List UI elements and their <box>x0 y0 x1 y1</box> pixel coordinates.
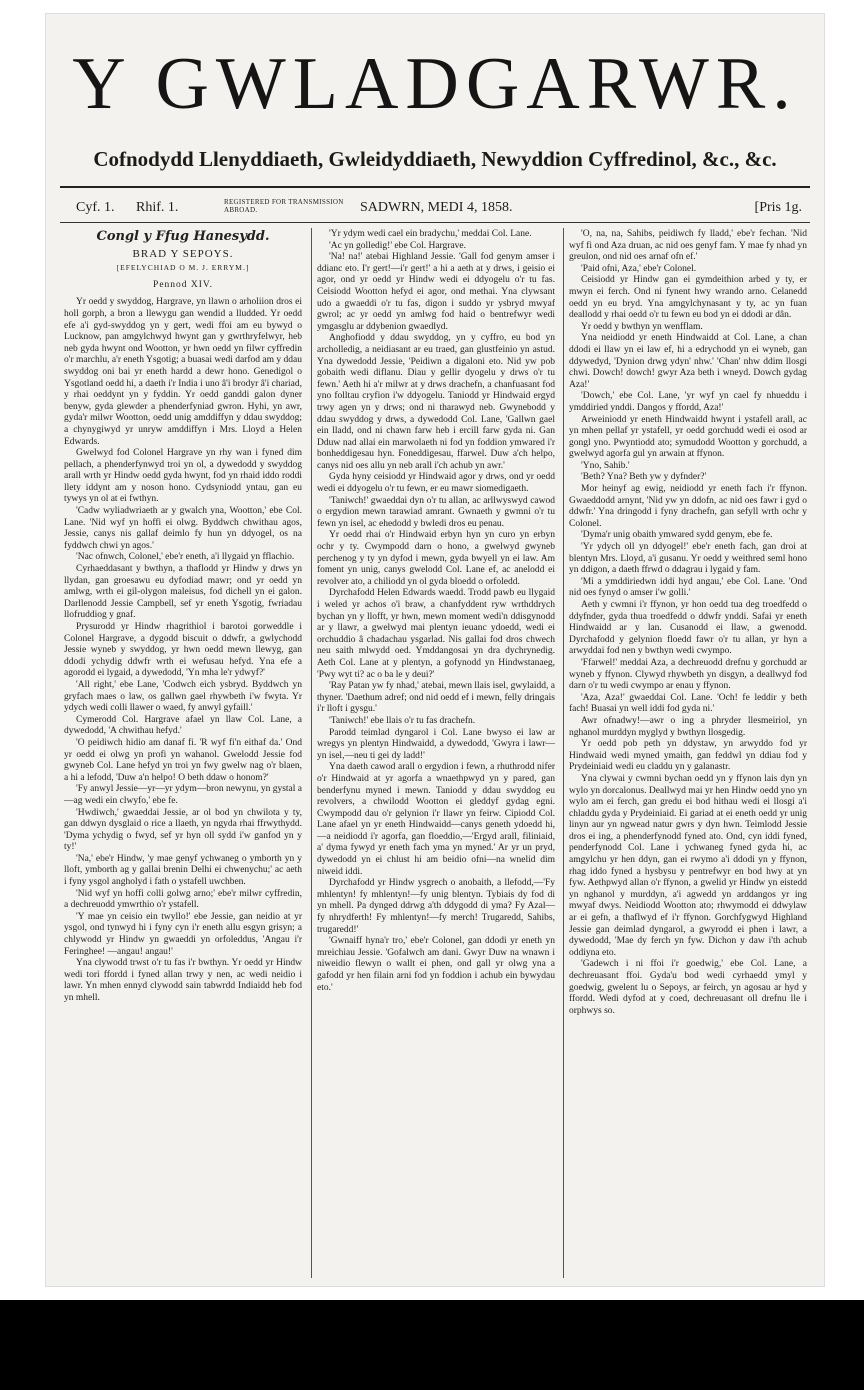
column-1-body <box>64 297 302 1004</box>
paragraph: 'Taniwch!' gwaeddai dyn o'r tu allan, ac arllwyswyd cawod o ergydion mewn tarawiad amrant. Gwnaeth y gwmni o'r tu fewn yn isel, ac ehedodd y bwledi dros eu penau. <box>317 495 555 529</box>
issue-info-bar <box>60 194 810 224</box>
paragraph: 'Aza, Aza!' gwaeddai Col. Lane. 'Och! fe leddir y beth fach! Buasai yn well iddi fod gyda ni.' <box>569 692 807 715</box>
column-3 <box>569 229 807 1269</box>
column-divider <box>311 228 312 1278</box>
column-2-body <box>317 229 555 994</box>
paragraph: 'Yr ydych oll yn ddyogel!' ebe'r eneth fach, gan droi at blentyn Mrs. Lloyd, a'i gusanu. Yr oedd y weithred seml hono yn ddigon, a daeth ffrwd o ddagrau i lygaid y fam. <box>569 542 807 576</box>
issue-number: Rhif. 1. <box>136 200 179 215</box>
paragraph: 'Na! na!' atebai Highland Jessie. 'Gall fod genym amser i ddianc eto. I'r gert!—i'r gert!' a hi a aeth at y drws, i geisio ei agor, ond yr oedd yr Hindw wedi ei ddyogelu o'r tu fas. Ceisiodd Wootton hefyd ei agor, ond methai. Yna clywsant udo a gwaeddi o'r tu fas, digon i suddo yr ysbryd mwyaf gwrol; ac yr oedd yn amlwg fod haid o bentrefwyr wedi ymgasglu ar ddybenion gwaedlyd. <box>317 252 555 332</box>
paragraph: Arweiniodd yr eneth Hindwaidd hwynt i ystafell arall, ac yn mhen pellaf yr ystafell, yr oedd gorchudd wedi ei osod ar gongl yno. Pwyntiodd ato; symudodd Wootton y gorchudd, a gwelwyd agorfa gul yn arwain at ffynon. <box>569 414 807 460</box>
paragraph: 'Yr ydym wedi cael ein bradychu,' meddai Col. Lane. <box>329 229 532 239</box>
footer-band <box>0 1300 864 1390</box>
paragraph: Yna clywai y cwmni bychan oedd yn y ffynon lais dyn yn wylo yn dorcalonus. Deallwyd mai yr hen Hindw oedd yno yn wylo am ei ferch, gan gredu ei bod hithau wedi ei llosgi a'i chladdu gyda y Prydeiniaid. Ei gariad at ei eneth oedd yr unig linyn aur yn ngwead natur gwrs y dyn hwn. Teimlodd Jessie dros ei ing, a phenderfynodd fyned ato. Ond, cyn iddi fyned, penderfynodd Col. Lane i ychwaneg fyned gyda hi, ac amgylchu yr hen ddyn, gan ei rwymo a'i ddodi yn y ffynon, rhag iddo fyned a hysbysu y pentrefwyr en bod hwy at yn fyw. Aethpwyd allan o'r ffynon, a gwelid yr Hindw yn eistedd yn nghanol y murddyn, a'i agwedd yn arddangos yr ing mwyaf dwys. Neidiodd Wootton ato; rhwymodd ei ddwylaw ar ei gefn, a thaflwyd ef i'r ffynon. Gorchfygwyd Highland Jessie gan deimlad dyngarol, a gwyrodd ei phen i lawr, a dywedodd, 'Mae dy ferch yn fyw. Dichon y daw i'th achub oddiyna eto. <box>569 773 807 958</box>
bottom-rule <box>60 222 810 223</box>
issue-date: SADWRN, MEDI 4, 1858. <box>360 200 513 215</box>
paragraph: Ceisiodd yr Hindw gan ei gymdeithion arbed y ty, er mwyn ei ferch. Ond ni fynent hwy wrando arno. Celanedd oedd yn eu bryd. Yna amgylchynasant y ty, ac yn fuan deallodd y rhai oedd o'r tu fewn eu bod yn ei ddodi ar dân. <box>569 275 807 321</box>
paragraph: Yna clywodd trwst o'r tu fas i'r bwthyn. Yr oedd yr Hindw wedi tori ffordd i fyned allan trwy y nen, ac wedi neidio i lawr. Yn mhen ennyd clywodd sain tabwrdd Indiaidd heb fod yn mhell. <box>64 958 302 1003</box>
paragraph: 'Fy anwyl Jessie—yr—yr ydym—bron newynu, yn gystal a—ag wedi ein clwyfo,' ebe fe. <box>64 784 302 806</box>
paragraph: 'Gadewch i ni ffoi i'r goedwig,' ebe Col. Lane, a dechreuasant ffoi. Gyda'u bod wedi cyrhaedd ymyl y goedwig, gwelent lu o Sepoys, ar feirch, yn agosau ar hyd y ffordd. Wedi dyfod at y coed, dechreuasant oll drefnu lle i orphwys so. <box>569 959 807 1016</box>
paragraph: 'O, na, na, Sahibs, peidiwch fy lladd,' ebe'r fechan. 'Nid wyf fi ond Aza druan, ac nid oes genyf fam. Y mae fy nhad yn greulon, ond nid oes arnaf ofn ef.' <box>569 229 807 263</box>
paragraph: 'Dowch,' ebe Col. Lane, 'yr wyf yn cael fy nhueddu i ymddiried ynddi. Dangos y ffordd, Aza!' <box>569 391 807 413</box>
paragraph: 'Na,' ebe'r Hindw, 'y mae genyf ychwaneg o ymborth yn y lloft, ymborth ag y gallai brenin Delhi ei chwenychu;' ac aeth i fyny ysgol angholyd i fath o ystafell uwchben. <box>64 853 302 888</box>
paragraph: Dyrchafodd Helen Edwards waedd. Trodd pawb eu llygaid i weled yr achos o'i braw, a chanfyddent ryw wrthddrych bychan yn y llofft, yr hwn, mewn moment wedi'n ddisgynodd ar y llawr, a gwelwyd mai plentyn ieuanc ydoedd, wedi ei orchuddio â chadachau ysgarlad. Nis gallai fod dros chwech neu saith mlwydd oed. Ymddangosai yn dra dychrynedig. Aeth Col. Lane at y plentyn, a gofynodd yn Hindwstanaeg, 'Pwy wyt ti? ac o ba le y deui?' <box>317 588 555 680</box>
paragraph: 'Beth? Yna? Beth yw y dyfnder?' <box>581 472 707 483</box>
paragraph: 'Nid wyf yn hoffi colli golwg arno;' ebe'r milwr cyffredin, a dechreuodd ymwrthio o'r ystafell. <box>64 888 302 911</box>
paragraph: Yna daeth cawod arall o ergydion i fewn, a rhuthrodd nifer o'r Hindwaid at yr agorfa a wnaethpwyd yn y pared, gan benderfynu myned i mewn. Taniodd y ddau swyddog eu revolvers, a chwilodd Wootton ei gleddyf gydag egni. Cwympodd dau o'r gelynion i'r llawr yn feirw. Cipiodd Col. Lane afael yn yr eneth Hindwaidd—canys geneth ydoedd hi,—a neidiodd i'r agorfa, gan floeddio,—'Ergyd arall, filiniaid, a' dyma fywyd yr eneth fach yma yn myned.' Ar yr un pryd, dywedodd yn ei chlust hi am beidio ofni—na wnelid dim niweid iddi. <box>317 762 555 877</box>
paragraph: Gyda hyny ceisiodd yr Hindwaid agor y drws, ond yr oedd wedi ei ddyogelu o'r tu fewn, er eu mawr siomedigaeth. <box>317 472 555 495</box>
newspaper-page <box>46 14 824 1286</box>
paragraph: Gwelwyd fod Colonel Hargrave yn rhy wan i fyned dim pellach, a phenderfynwyd troi yn ol, a dywedodd y swyddog arall wrth yr Hindw oedd gyda hwynt, fod yn rhaid iddo roddi llety iddynt am y noson hono. Cydsyniodd yntau, gan eu tywys yn ol at ei fwthyn. <box>64 448 302 505</box>
volume-label: Cyf. 1. <box>76 200 115 215</box>
paragraph: Yr oedd rhai o'r Hindwaid erbyn hyn yn curo yn erbyn ochr y ty. Cwympodd darn o hono, a gwelwyd gwyneb perchenog y ty yn dyfod i mewn, gyda bwyell yn ei law. Am foment yn unig, canys gwelodd Col. Lane ef, ac anelodd ei revolver ato, a chiliodd yn ol gyda bloedd o orfoledd. <box>317 530 555 587</box>
section-title: Congl y Ffug Hanesydd. <box>96 229 270 244</box>
paragraph: 'O peidiwch hidio am danaf fi. 'R wyf fi'n eithaf da.' Ond yr oedd ei olwg yn profi yn wahanol. Gwelodd Jessie fod gwyneb Col. Lane hefyd yn troi yn fwy gwelw nag o'r blaen, a hi a lefodd, 'Duw a'n helpo! O beth ddaw o honom?' <box>64 737 302 783</box>
paragraph: Yr oedd y swyddog, Hargrave, yn llawn o arholiion dros ei holl gorph, a bron a llewygu gan wendid a lludded. Yr oedd efe a'i gyd-swyddog yn y gert, wedi ffoi am eu bywyd o Lucknow, pan amgylchwyd hwynt gan y gwrthryfelwyr, heb neb gyda hwynt ond Wootton, yr hwn oedd yn filwr cyffredin o'r marchlu, a'r eneth Ysgotig; a buasai wedi darfod am y ddau swyddog oni bai yr eneth hardd a dewr hono. Genedigol o Ysgotland oedd hi, a daeth i'r India i uno â'i brodyr â'i chariad, y rhai oeddynt yn y fyddin. Yr oedd ganddi galon dyner benyw, gyda glewder a phenderfyniad gwron. Hyhi, yn awr, gyda'r milwr Wootton, oedd unig amddiffyn y ddau swyddog; a chynygiwyd yr unryw amddiffyn i Mrs. Lloyd a Helen Edwards. <box>64 297 302 447</box>
paragraph: 'Dyma'r unig obaith ymwared sydd genym, ebe fe. <box>581 530 773 541</box>
column-1 <box>64 229 302 1269</box>
paragraph: Dyrchafodd yr Hindw ysgrech o anobaith, a llefodd,—'Fy mhlentyn! fy mhlentyn!—fy unig blentyn. Tybiais dy fod di yn mhell. Pa dynged ddrwg a'th ddygodd di yma? Fy Azal—fy nhrydferth! Fy mhlentyn!—fy merch! Trugaredd, Sahibs, trugaredd!' <box>317 878 555 935</box>
paragraph: Yna neidiodd yr eneth Hindwaidd at Col. Lane, a chan ddodi ei llaw yn ei law ef, hi a edrychodd yn ei wyneb, gan ddywedyd, 'Dynion drwg ydyn' nhw.' 'Chan' nhw ddim llosgi chwi. Dowch! dowch! gwyr Aza beth i wneyd. Dowch gydag Aza!' <box>569 333 807 390</box>
paragraph: 'Gwnaiff hyna'r tro,' ebe'r Colonel, gan ddodi yr eneth yn mreichiau Jessie. 'Gofalwch am dani. Gwyr Duw na wnawn i niweidio flewyn o wallt ei phen, ond gall yr olwg yna a gafodd yr hen filain arni fod yn foddion i achub ein bywydau eto.' <box>317 936 555 993</box>
registered-notice: REGISTERED FOR TRANSMISSION ABROAD. <box>224 198 344 214</box>
paragraph: Prysurodd yr Hindw rhagrithiol i barotoi gorweddle i Colonel Hargrave, a dygodd biscuit o ddwfr, a gwlychodd Jessie wyneb y swyddog, yr hwn oedd mewn llewyg, gan ddodi ychydig ddwfr wrth ei wefusau hefyd. Yna efe a agorodd ei lygaid, a dywedodd, 'Yn mha le'r ydwyf?' <box>64 622 302 679</box>
price-label: [Pris 1g. <box>754 200 802 215</box>
paragraph: 'Nac ofnwch, Colonel,' ebe'r eneth, a'i llygaid yn fflachio. <box>76 552 295 563</box>
chapter-heading: Pennod XIV. <box>153 279 213 290</box>
paragraph: 'Ray Patan yw fy nhad,' atebai, mewn llais isel, gwylaidd, a thyner. 'Daethum adref; ond nid oedd ef i mewn, felly dringais i'r lloft i gysgu.' <box>317 681 555 715</box>
paragraph: 'Taniwch!' ebe llais o'r tu fas drachefn. <box>329 715 476 726</box>
paragraph: Awr ofnadwy!—awr o ing a phryder llesmeiriol, yn nghanol murddyn myglyd y bwthyn llosgedig. <box>569 715 807 738</box>
paragraph: 'Ffarwel!' meddai Aza, a dechreuodd drefnu y gorchudd ar wyneb y ffynon. Clywyd rhywbeth yn disgyn, a deallwyd fod darn o'r tu wedi cwympo ar enau y ffynon. <box>569 657 807 692</box>
paragraph: 'Paid ofni, Aza,' ebe'r Colonel. <box>581 263 697 274</box>
paragraph: Cymerodd Col. Hargrave afael yn llaw Col. Lane, a dywedodd, 'A chwithau hefyd.' <box>64 714 302 737</box>
paragraph: 'Cadw wyliadwriaeth ar y gwalch yna, Wootton,' ebe Col. Lane. 'Nid wyf yn hoffi ei olwg. Byddwch chwithau agos, Jessie, canys nis gallaf deimlo fy hun yn ddyogel, os na fyddwch chwi yn agos.' <box>64 506 302 551</box>
column-3-body <box>569 229 807 1017</box>
paragraph: 'Hwdiwch,' gwaeddai Jessie, ar ol bod yn chwilota y ty, gan ddwyn dysglaid o rice a llaeth, yn ngyda rhai ffrwythydd. 'Dyma ychydig o fwyd, sef yr hyn oll sydd i'w ganfod yn y ty!' <box>64 807 302 853</box>
column-2 <box>317 229 555 1269</box>
column-divider <box>563 228 564 1278</box>
paragraph: Aeth y cwmni i'r ffynon, yr hon oedd tua deg troedfedd o ddyfnder, gyda thua troedfedd o ddwfr ynddi. Safai yr eneth Hindwaidd ar y lan. Cusanodd ei llaw, a gwenodd. Dyrchafodd y gelynion floedd fawr o'r tu allan, yr hyn a arwyddai fod nen y bwthyn wedi cwympo. <box>569 600 807 657</box>
paragraph: 'All right,' ebe Lane, 'Codwch eich ysbryd. Byddwch yn gryfach maes o law, os gallwn gael rhywbeth i'w fwyta. Yr ydych wedi colli llawer o waed, fy anwyl gyfaill.' <box>64 679 302 714</box>
masthead-title: Y GWLADGARWR. <box>72 43 798 125</box>
paragraph: Yr oedd pob peth yn ddystaw, yn arwyddo fod yr Hindwaid wedi myned ymaith, gan feddwl yn ddiau fod y Prydeiniaid wedi eu claddu yn y galanastr. <box>569 739 807 773</box>
paragraph: 'Y mae yn ceisio ein twyllo!' ebe Jessie, gan neidio at yr ysgol, ond tynwyd hi i fyny cyn i'r eneth allu esgyn grisyn; a chlywodd yr Hindw yn gwaeddi yn orfoleddus, 'Angau i'r Feringhee! —angau! angau!' <box>64 911 302 957</box>
story-credit: [EFELYCHIAD O M. J. ERRYM.] <box>116 263 250 273</box>
paragraph: 'Mi a ymddiriedwn iddi hyd angau,' ebe Col. Lane. 'Ond nid oes fynyd o amser i'w golli.' <box>569 576 807 599</box>
paragraph: Parodd teimlad dyngarol i Col. Lane bwyso ei law ar wregys yn plentyn Hindwaidd, a dywedodd, 'Gwyra i lawr—yn isel,—neu ti gei dy ladd!' <box>317 727 555 761</box>
paragraph: Cyrhaeddasant y bwthyn, a thaflodd yr Hindw y drws yn llydan, gan groesawu eu dyfodiad mawr; ond yr oedd yn amlwg, wrth ei gil-olygon maleisus, fod dichell yn ei galon. Darllenodd Jessie Campbell, sef yr eneth Ysgotig, fwriadau llofruddiog y gnaf. <box>64 564 302 621</box>
paragraph: 'Ac yn golledig!' ebe Col. Hargrave. <box>329 240 466 251</box>
paragraph: 'Yno, Sahib.' <box>581 460 630 471</box>
paragraph: Anghofiodd y ddau swyddog, yn y cyffro, eu bod yn archolledig, a neidiasant ar eu traed, gan glustfeinio yn astud. Yna dywedodd Jessie, 'Peidiwn a digaloni eto. Nid yw pob gobaith wedi diflanu. Diau y gellir dyogelu y drws o'r tu fewn.' Aeth hi a'r milwr at y drws drachefn, a chanfuasant fod yno folltau cryfion i'w ddyogelu. Taniodd yr Hindwaid ergyd trwy agen yn y drws; ond ni tharawyd neb. Gwynebodd y ddau swyddog y drws, a dywedodd Col. Lane, 'Gallwn gael ein lladd, ond ni chawn farw heb i ercill farw gyda ni. Gan Dduw nad allai ein marwolaeth ni fod yn foddion ymwared i'r bonheddigesau hyn. Foneddigesau, ffarwel. Duw a'ch helpo, canys nid oes allu yn neb arall i'ch achub yn awr.' <box>317 333 555 471</box>
masthead-subtitle: Cofnodydd Llenyddiaeth, Gwleidyddiaeth, Newyddion Cyffredinol, &c., &c. <box>93 147 777 171</box>
paragraph: Yr oedd y bwthyn yn wenfflam. <box>581 321 703 332</box>
story-title: BRAD Y SEPOYS. <box>132 247 234 260</box>
top-rule <box>60 186 810 188</box>
paragraph: Mor heinyf ag ewig, neidiodd yr eneth fach i'r ffynon. Gwaeddodd arnynt, 'Nid yw yn ddofn, ac nid oes fawr i gyd o ddwfr.' Yna dringodd i fyny drachefn, gan sefyll wrth ochr y Colonel. <box>569 484 807 529</box>
